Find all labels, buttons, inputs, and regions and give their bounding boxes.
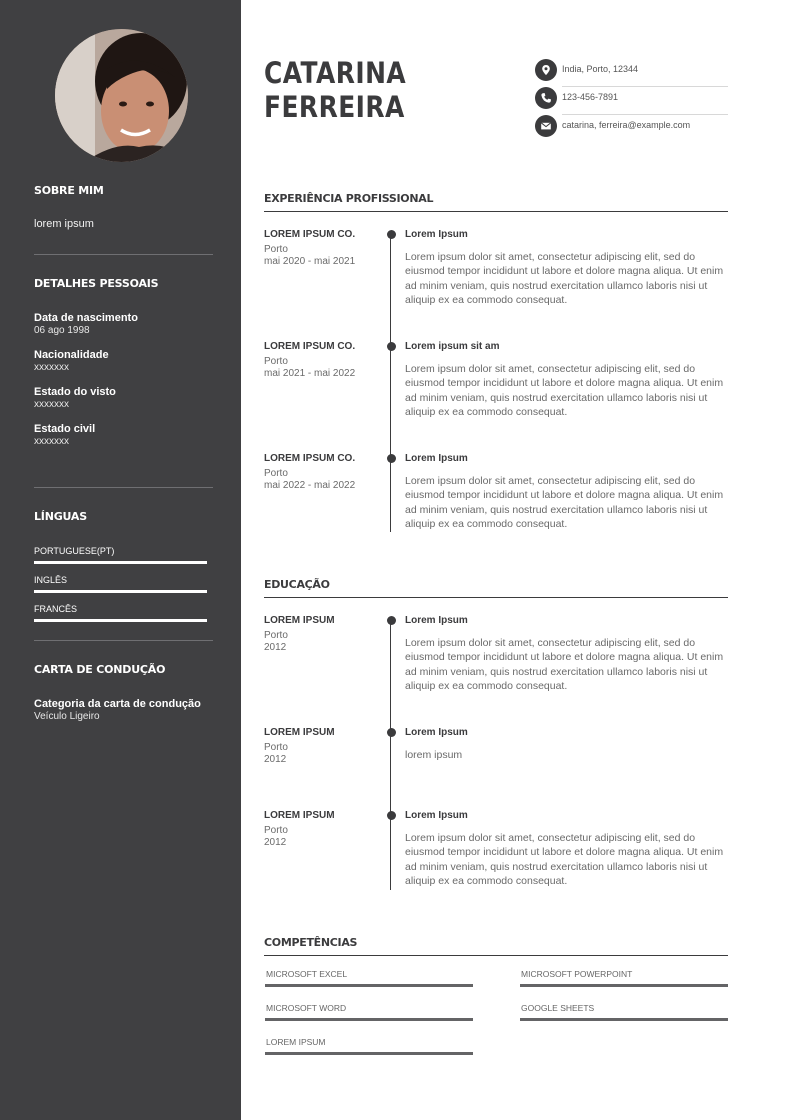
skill-level-track xyxy=(265,1018,473,1021)
language-item xyxy=(34,546,213,575)
detail-value: 06 ago 1998 xyxy=(34,325,90,336)
skills-heading: COMPETÊNCIAS xyxy=(264,936,358,949)
entry-organization: LOREM IPSUM CO. xyxy=(264,341,356,352)
timeline-dot xyxy=(387,342,396,351)
personal-details-section xyxy=(34,277,213,460)
entry-institution: LOREM IPSUM xyxy=(264,727,335,738)
skill-item xyxy=(265,1003,473,1013)
about-section xyxy=(34,184,213,230)
language-name: INGLÊS xyxy=(34,575,68,585)
sidebar-divider xyxy=(34,640,213,641)
entry-city: Porto xyxy=(264,356,288,367)
skill-name: MICROSOFT POWERPOINT xyxy=(521,969,633,979)
experience-entry xyxy=(264,453,728,530)
entry-city: Porto xyxy=(264,468,288,479)
skill-level-fill xyxy=(265,1018,473,1021)
detail-label: Data de nascimento xyxy=(34,312,138,324)
about-heading: SOBRE MIM xyxy=(34,184,104,197)
skill-item xyxy=(265,969,473,979)
skill-level-track xyxy=(520,984,728,987)
language-name: FRANCÊS xyxy=(34,604,78,614)
license-label: Categoria da carta de condução xyxy=(34,698,201,710)
contact-location xyxy=(535,59,728,87)
skill-name: GOOGLE SHEETS xyxy=(521,1003,595,1013)
sidebar-divider xyxy=(34,254,213,255)
skill-level-track xyxy=(265,984,473,987)
profile-photo xyxy=(55,29,188,162)
entry-role: Lorem Ipsum xyxy=(405,453,468,464)
contact-block xyxy=(535,59,728,143)
contact-text: 123-456-7891 xyxy=(562,92,619,102)
entry-description: Lorem ipsum dolor sit amet, consectetur adipiscing elit, sed do eiusmod tempor incididunt ut labore et dolore magna aliqua. Ut enim ad minim veniam, quis nostrud exercitation ullamco laboris nisi ut aliquip ex ea commodo consequat. xyxy=(405,832,724,887)
detail-value: xxxxxxx xyxy=(34,362,69,373)
personal-details-heading: DETALHES PESSOAIS xyxy=(34,277,159,290)
entry-description: Lorem ipsum dolor sit amet, consectetur adipiscing elit, sed do eiusmod tempor incididunt ut labore et dolore magna aliqua. Ut enim ad minim veniam, quis nostrud exercitation ullamco laboris nisi ut aliquip ex ea commodo consequat. xyxy=(405,475,724,530)
language-name: PORTUGUESE(PT) xyxy=(34,546,115,556)
entry-institution: LOREM IPSUM xyxy=(264,810,335,821)
experience-heading: EXPERIÊNCIA PROFISSIONAL xyxy=(264,192,434,205)
driving-license-section xyxy=(34,663,213,722)
detail-value: xxxxxxx xyxy=(34,399,69,410)
timeline-dot xyxy=(387,728,396,737)
skill-item xyxy=(520,969,728,979)
skill-level-track xyxy=(520,1018,728,1021)
sidebar xyxy=(0,0,241,1120)
entry-description: Lorem ipsum dolor sit amet, consectetur adipiscing elit, sed do eiusmod tempor incididunt ut labore et dolore magna aliqua. Ut enim ad minim veniam, quis nostrud exercitation ullamco laboris nisi ut aliquip ex ea commodo consequat. xyxy=(405,637,724,692)
entry-dates: mai 2021 - mai 2022 xyxy=(264,368,356,379)
languages-section xyxy=(34,510,213,633)
timeline-dot xyxy=(387,230,396,239)
entry-degree: Lorem Ipsum xyxy=(405,727,468,738)
contact-email xyxy=(535,115,728,143)
education-entry xyxy=(264,810,728,887)
about-text: lorem ipsum xyxy=(34,218,94,230)
contact-text: India, Porto, 12344 xyxy=(562,64,639,74)
entry-city: Porto xyxy=(264,825,288,836)
entry-description: Lorem ipsum dolor sit amet, consectetur adipiscing elit, sed do eiusmod tempor incididunt ut labore et dolore magna aliqua. Ut enim ad minim veniam, quis nostrud exercitation ullamco laboris nisi ut aliquip ex ea commodo consequat. xyxy=(405,363,724,418)
entry-degree: Lorem Ipsum xyxy=(405,615,468,626)
phone-icon xyxy=(535,87,557,109)
entry-institution: LOREM IPSUM xyxy=(264,615,335,626)
detail-birthdate xyxy=(34,312,213,336)
skill-level-fill xyxy=(520,1018,728,1021)
detail-label: Estado do visto xyxy=(34,386,116,398)
entry-description: lorem ipsum xyxy=(405,749,463,761)
entry-city: Porto xyxy=(264,244,288,255)
skill-item xyxy=(520,1003,728,1013)
entry-city: Porto xyxy=(264,630,288,641)
language-item xyxy=(34,604,213,633)
detail-label: Estado civil xyxy=(34,423,96,435)
education-entry xyxy=(264,727,728,765)
section-rule xyxy=(264,597,728,598)
education-entry xyxy=(264,615,728,692)
name-first: CATARINA xyxy=(264,56,407,90)
location-pin-icon xyxy=(535,59,557,81)
experience-entry xyxy=(264,341,728,418)
timeline-dot xyxy=(387,811,396,820)
skill-level-fill xyxy=(265,1052,473,1055)
contact-text: catarina, ferreira@example.com xyxy=(562,120,691,130)
section-rule xyxy=(264,955,728,956)
section-rule xyxy=(264,211,728,212)
name-last: FERREIRA xyxy=(264,90,405,124)
entry-year: 2012 xyxy=(264,837,287,848)
education-heading: EDUCAÇÃO xyxy=(264,578,330,591)
language-level-bar xyxy=(34,561,207,564)
skill-level-fill xyxy=(520,984,728,987)
entry-year: 2012 xyxy=(264,754,287,765)
sidebar-divider xyxy=(34,487,213,488)
entry-year: 2012 xyxy=(264,642,287,653)
skill-name: LOREM IPSUM xyxy=(266,1037,326,1047)
detail-nationality xyxy=(34,349,213,373)
entry-dates: mai 2022 - mai 2022 xyxy=(264,480,356,491)
skill-level-fill xyxy=(265,984,473,987)
entry-description: Lorem ipsum dolor sit amet, consectetur adipiscing elit, sed do eiusmod tempor incididunt ut labore et dolore magna aliqua. Ut enim ad minim veniam, quis nostrud exercitation ullamco laboris nisi ut aliquip ex ea commodo consequat. xyxy=(405,251,724,306)
timeline-dot xyxy=(387,616,396,625)
languages-heading: LÍNGUAS xyxy=(34,510,87,523)
entry-role: Lorem Ipsum xyxy=(405,229,468,240)
license-value: Veículo Ligeiro xyxy=(34,711,100,722)
skill-name: MICROSOFT EXCEL xyxy=(266,969,348,979)
entry-organization: LOREM IPSUM CO. xyxy=(264,229,356,240)
language-level-bar xyxy=(34,619,207,622)
detail-visa-status xyxy=(34,386,213,410)
driving-license-heading: CARTA DE CONDUÇÃO xyxy=(34,663,166,676)
experience-entry xyxy=(264,229,728,306)
skill-level-track xyxy=(265,1052,473,1055)
contact-phone xyxy=(535,87,728,115)
entry-city: Porto xyxy=(264,742,288,753)
candidate-name xyxy=(264,56,406,124)
timeline-dot xyxy=(387,454,396,463)
entry-role: Lorem ipsum sit am xyxy=(405,341,500,352)
detail-marital-status xyxy=(34,423,213,447)
language-level-bar xyxy=(34,590,207,593)
detail-value: xxxxxxx xyxy=(34,436,69,447)
entry-organization: LOREM IPSUM CO. xyxy=(264,453,356,464)
detail-label: Nacionalidade xyxy=(34,349,109,361)
entry-dates: mai 2020 - mai 2021 xyxy=(264,256,356,267)
language-item xyxy=(34,575,213,604)
email-icon xyxy=(535,115,557,137)
skill-item xyxy=(265,1037,473,1047)
entry-degree: Lorem Ipsum xyxy=(405,810,468,821)
skill-name: MICROSOFT WORD xyxy=(266,1003,347,1013)
